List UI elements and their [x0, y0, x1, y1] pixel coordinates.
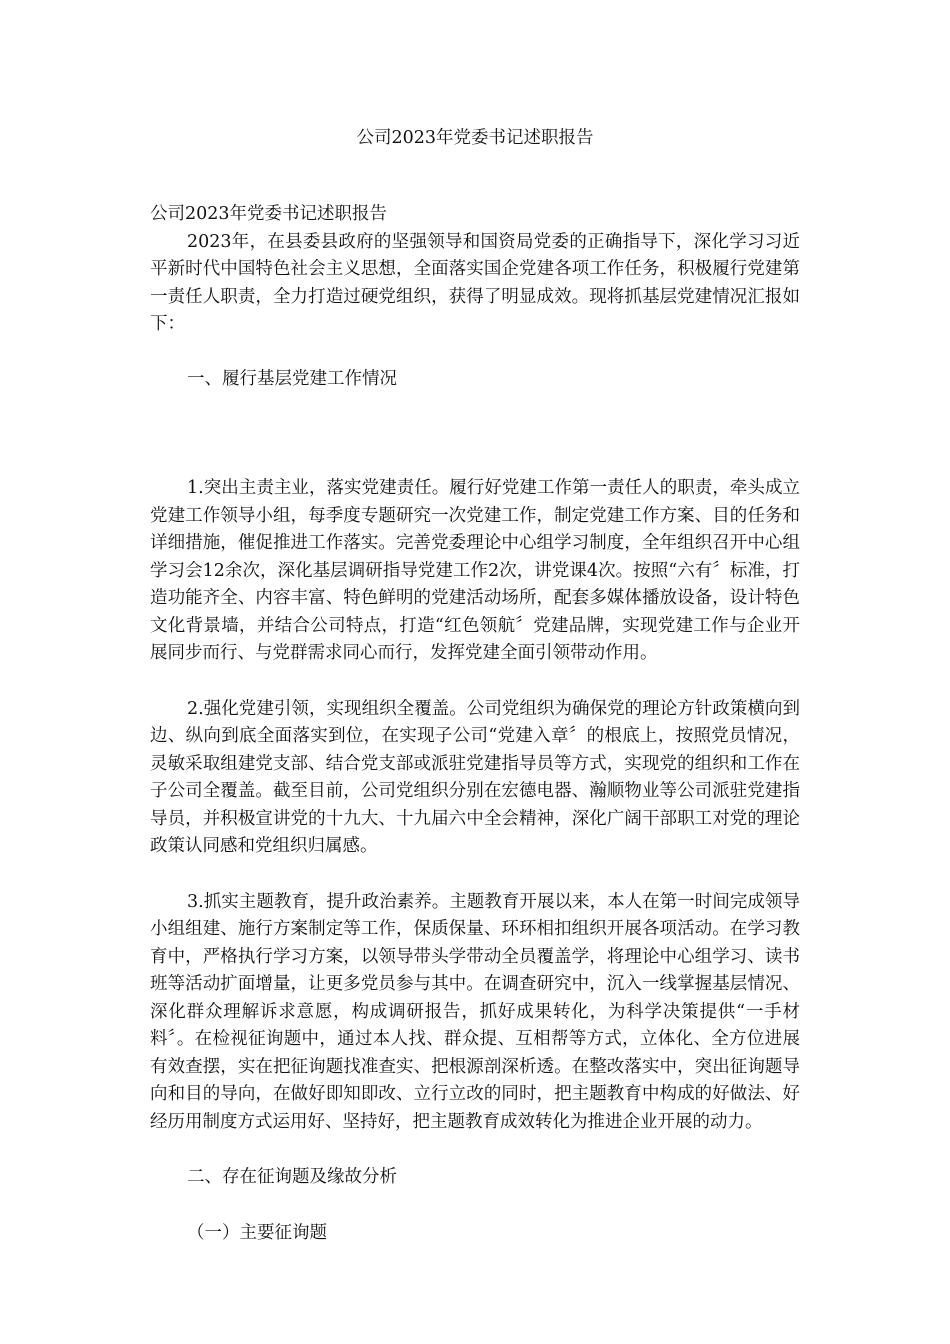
subsection-1-heading: （一）主要征询题	[187, 1222, 327, 1243]
document-subtitle: 公司2023年党委书记述职报告	[150, 204, 388, 224]
section-2-heading: 二、存在征询题及缘故分析	[187, 1167, 397, 1187]
paragraph-item-3: 3.抓实主题教育，提升政治素养。主题教育开展以来，本人在第一时间完成领导小组组建、施行方案制定等工作，保质保量、环环相扣组织开展各项活动。在学习教育中，严格执行学习方案，以领导带头学带动全员覆盖学，将理论中心组学习、读书班等活动扩面增量，让更多党员参与其中。在调查研究中，沉入一线掌握基层情况、深化群众理解诉求意愿，构成调研报告，抓好成果转化，为科学决策提供“一手材料〞。在检视征询题中，通过本人找、群众提、互相帮等方式，立体化、全方位进展有效查摆，实在把征询题找准查实、把根源剖深析透。在整改落实中，突出征询题导向和目的导向，在做好即知即改、立行立改的同时，把主题教育中构成的好做法、好经历用制度方式运用好、坚持好，把主题教育成效转化为推进企业开展的动力。	[150, 891, 800, 1132]
paragraph-item-1: 1.突出主责主业，落实党建责任。履行好党建工作第一责任人的职责，牵头成立党建工作领导小组，每季度专题研究一次党建工作，制定党建工作方案、目的任务和详细措施，催促推进工作落实。完善党委理论中心组学习制度，全年组织召开中心组学习会12余次，深化基层调研指导党建工作2次，讲党课4次。按照“六有〞标准，打造功能齐全、内容丰富、特色鲜明的党建活动场所，配套多媒体播放设备，设计特色文化背景墙，并结合公司特点，打造“红色领航〞党建品牌，实现党建工作与企业开展同步而行、与党群需求同心而行，发挥党建全面引领带动作用。	[150, 478, 800, 663]
paragraph-item-2: 2.强化党建引领，实现组织全覆盖。公司党组织为确保党的理论方针政策横向到边、纵向到底全面落实到位，在实现子公司“党建入章〞的根底上，按照党员情况，灵敏采取组建党支部、结合党支部或派驻党建指导员等方式，实现党的组织和工作在子公司全覆盖。截至目前，公司党组织分别在宏德电器、瀚顺物业等公司派驻党建指导员，并积极宣讲党的十九大、十九届六中全会精神，深化广阔干部职工对党的理论政策认同感和党组织归属感。	[150, 698, 800, 856]
document-body	[150, 201, 800, 1247]
document-title: 公司2023年党委书记述职报告	[356, 128, 594, 148]
intro-paragraph: 2023年，在县委县政府的坚强领导和国资局党委的正确指导下，深化学习习近平新时代中国特色社会主义思想，全面落实国企党建各项工作任务，积极履行党建第一责任人职责，全力打造过硬党组织，获得了明显成效。现将抓基层党建情况汇报如下：	[150, 231, 800, 334]
section-1-heading: 一、履行基层党建工作情况	[187, 368, 397, 389]
